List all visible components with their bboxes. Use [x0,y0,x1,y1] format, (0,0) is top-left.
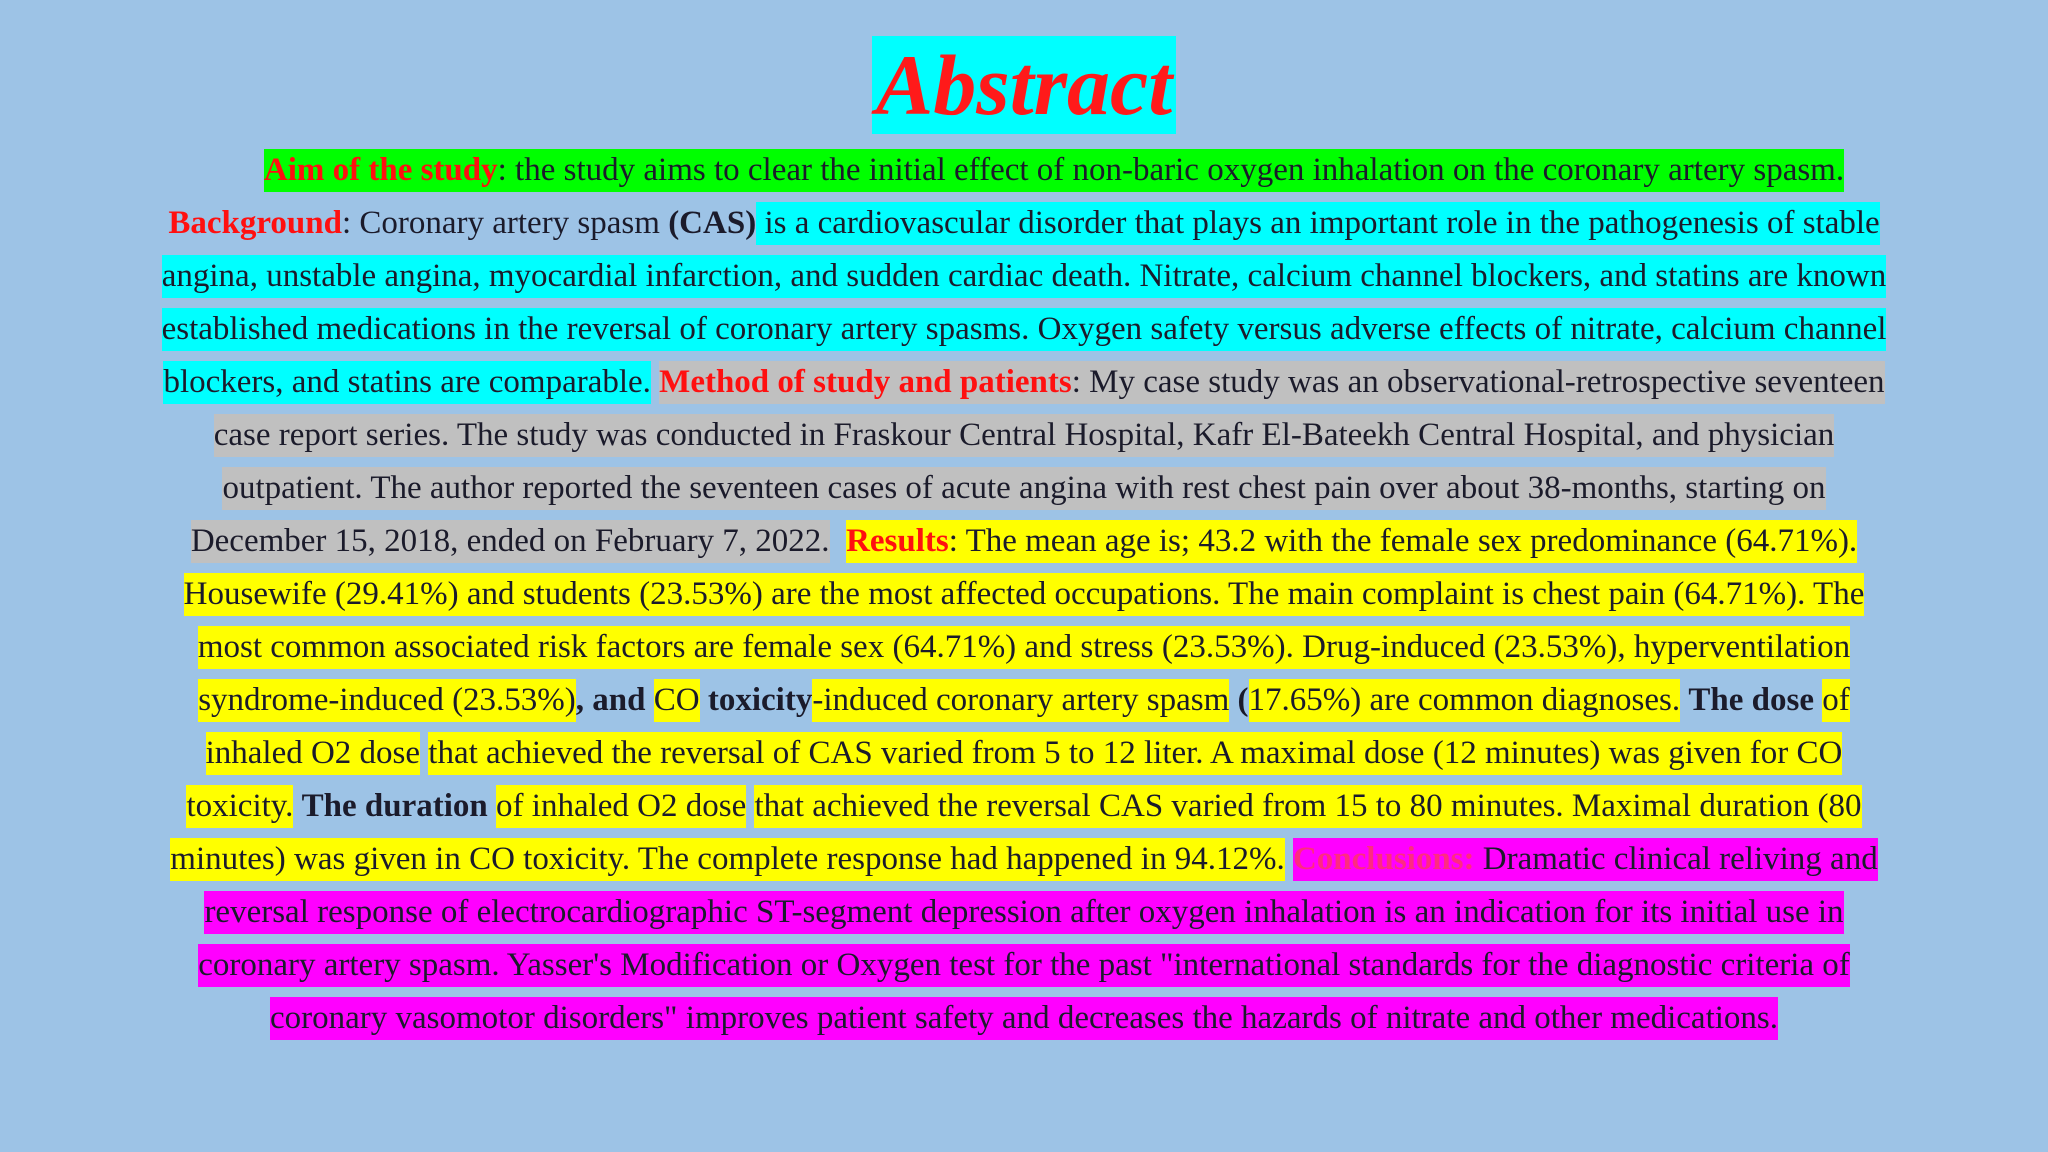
abstract-line [0,518,2048,571]
results-line-10i: of [1822,679,1850,722]
abstract-title: Abstract [872,36,1176,134]
results-heading: Results [846,520,949,563]
background-text-2: is a cardiovascular disorder that plays an important role in the pathogenesis of stable [756,202,1880,245]
abstract-line [0,200,2048,253]
abstract-line [0,465,2048,518]
conclusions-heading: Conclusions: [1293,838,1475,881]
results-line-10a: syndrome-induced (23.53%) [198,679,576,722]
method-line-7: December 15, 2018, ended on February 7, 2022. [191,520,830,563]
title-wrap [0,36,2048,134]
results-text-1: : The mean age is; 43.2 with the female sex predominance (64.71%). [949,520,1857,563]
results-line-10d: toxicity [707,682,813,718]
background-text-1: Coronary artery spasm [351,205,669,241]
background-line-4: blockers, and statins are comparable. [163,361,650,404]
results-line-10h: The dose [1688,682,1815,718]
method-line-5: case report series. The study was conducted in Fraskour Central Hospital, Kafr El-Bateekh Central Hospital, and physician [214,414,1835,457]
abstract-line [0,836,2048,889]
results-line-13: minutes) was given in CO toxicity. The complete response had happened in 94.12%. [170,838,1284,881]
results-line-10e: -induced coronary artery spasm [812,679,1229,722]
background-colon: : [341,205,352,241]
results-line-12a: toxicity. [186,785,293,828]
abstract-line [0,624,2048,677]
results-line-12d: that achieved the reversal CAS varied from 15 to 80 minutes. Maximal duration (80 [754,785,1861,828]
abstract-line [0,677,2048,730]
method-heading: Method of study and patients [659,361,1072,404]
abstract-line [0,253,2048,306]
abstract-body [0,147,2048,1048]
results-line-9: most common associated risk factors are female sex (64.71%) and stress (23.53%). Drug-induced (23.53%), hyperventilation [198,626,1850,669]
results-line-10f: ( [1237,682,1249,718]
results-line-12c: of inhaled O2 dose [496,785,746,828]
indent-spacer [204,173,264,180]
results-line-10b: , and [575,682,646,718]
background-cas: (CAS) [668,205,757,241]
conclusions-line-15: coronary artery spasm. Yasser's Modification or Oxygen test for the past "international standards for the diagnostic criteria of [198,944,1850,987]
aim-text: : the study aims to clear the initial effect of non-baric oxygen inhalation on the coronary artery spasm. [498,149,1844,192]
method-text-1: : My case study was an observational-retrospective seventeen [1072,361,1885,404]
abstract-line [0,147,2048,200]
results-line-8b: The main complaint is chest pain (64.71%). The [1220,573,1864,616]
aim-heading: Aim of the study [264,149,498,192]
conclusions-line-16: coronary vasomotor disorders" improves patient safety and decreases the hazards of nitrate and other medications. [270,997,1778,1040]
abstract-line [0,730,2048,783]
abstract-line [0,889,2048,942]
background-line-3: established medications in the reversal of coronary artery spasms. Oxygen safety versus adverse effects of nitrate, calcium channel [162,308,1887,351]
method-line-6a: outpatient. [222,467,362,510]
results-line-11a: inhaled O2 dose [206,732,420,775]
results-line-10c: CO [654,679,700,722]
abstract-line [0,306,2048,359]
background-line-2: angina, unstable angina, myocardial infarction, and sudden cardiac death. Nitrate, calcium channel blockers, and statins are known [162,255,1887,298]
results-line-12b: The duration [301,788,488,824]
results-line-8a: Housewife (29.41%) and students (23.53%) are the most affected occupations. [184,573,1221,616]
results-line-11b: that achieved the reversal of CAS varied from 5 to 12 liter. A maximal dose (12 minutes) was given for CO [428,732,1842,775]
abstract-line [0,995,2048,1048]
abstract-line [0,359,2048,412]
results-line-10g: 17.65%) are common diagnoses. [1249,679,1681,722]
conclusions-text-1: Dramatic clinical reliving and [1475,838,1878,881]
abstract-line [0,783,2048,836]
abstract-line [0,942,2048,995]
method-line-6b: The author reported the seventeen cases of acute angina with rest chest pain over about 38-months, starting on [363,467,1826,510]
abstract-line [0,412,2048,465]
abstract-line [0,571,2048,624]
conclusions-line-14: reversal response of electrocardiographic ST-segment depression after oxygen inhalation is an indication for its initial use in [204,891,1843,934]
background-heading: Background [168,205,342,241]
